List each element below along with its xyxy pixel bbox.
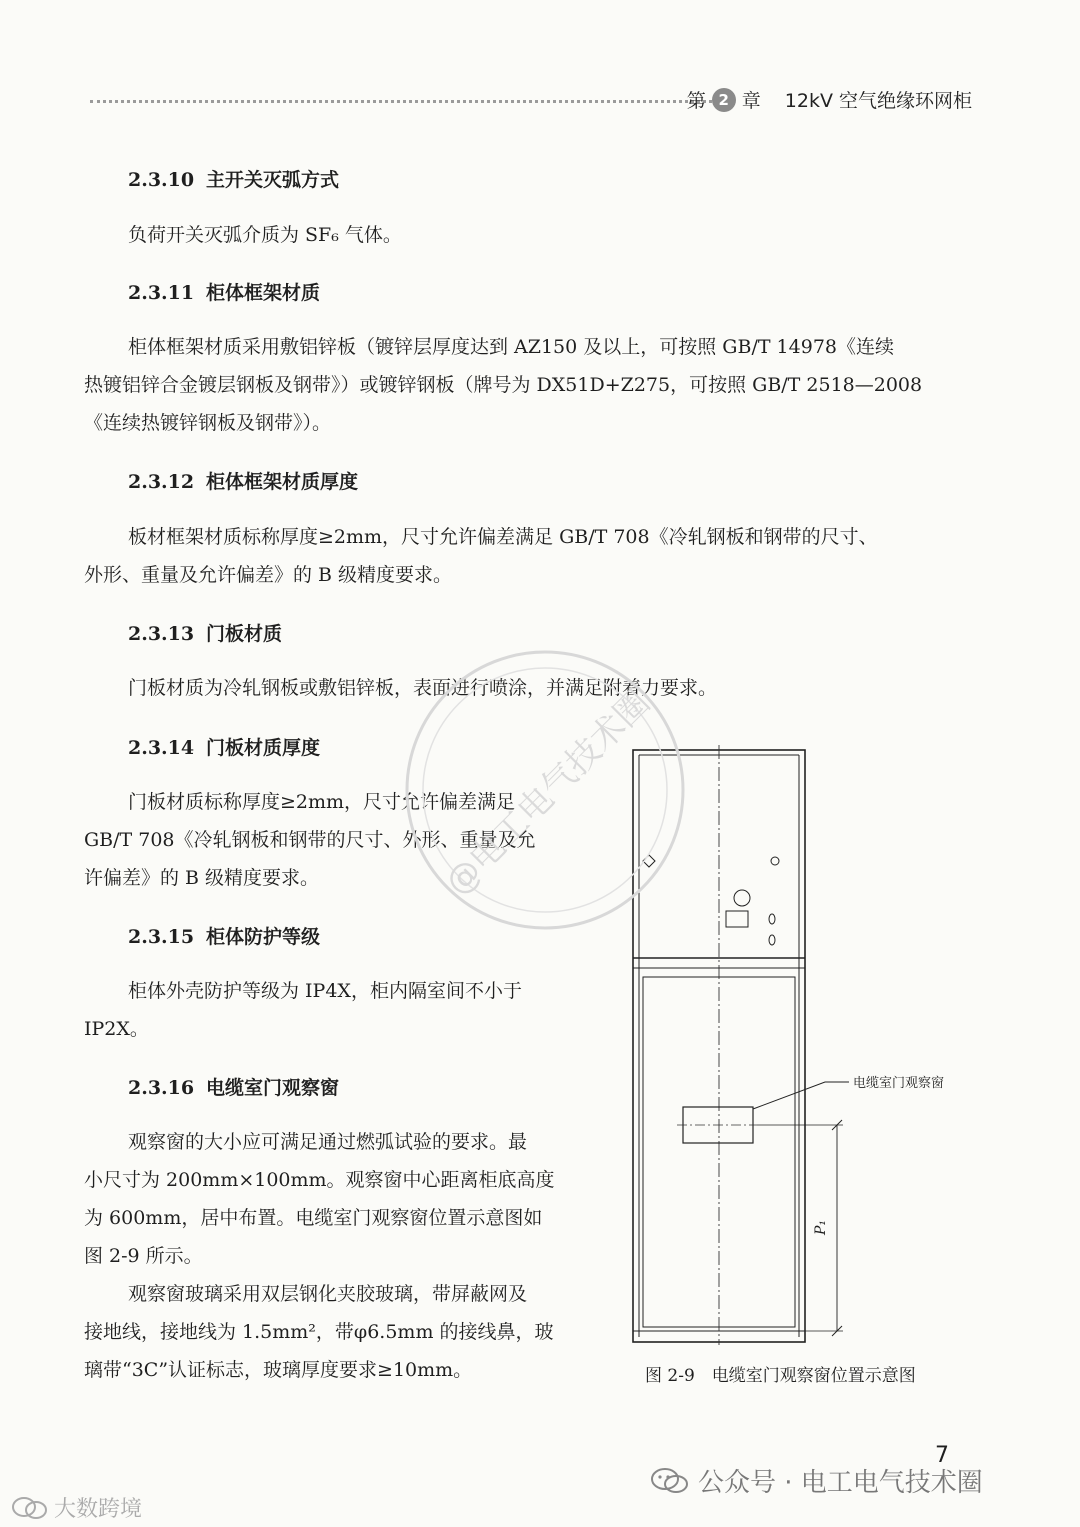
section-2-3-10-line-1: 负荷开关灭弧介质为 SF₆ 气体。 <box>128 224 402 246</box>
operating-hole-icon <box>734 890 750 906</box>
indicator-lamp-icon <box>771 857 779 865</box>
section-heading-2-3-10: 2.3.10 主开关灭弧方式 <box>128 169 340 191</box>
header-dotted-rule <box>90 100 712 103</box>
section-2-3-11-line-2: 热镀铝锌合金镀层钢板及钢带》）或镀锌钢板（牌号为 DX51D+Z275，可按照 GB/T 2518—2008 <box>84 374 923 396</box>
chapter-suffix: 章 <box>741 90 761 112</box>
section-2-3-13-line-1: 门板材质为冷轧钢板或敷铝锌板，表面进行喷涂，并满足附着力要求。 <box>128 677 718 699</box>
stamp-text: @电工电气技术圈 <box>437 682 659 904</box>
section-2-3-14-line-2: GB/T 708《冷轧钢板和钢带的尺寸、外形、重量及允 <box>84 829 536 851</box>
chat-bubble-icon <box>10 1495 50 1521</box>
section-2-3-16-line-3: 为 600mm，居中布置。电缆室门观察窗位置示意图如 <box>84 1207 543 1229</box>
section-2-3-16-line-6: 接地线，接地线为 1.5mm²，带φ6.5mm 的接线鼻，玻 <box>84 1321 554 1343</box>
page-number: 7 <box>935 1443 949 1468</box>
knob-upper-icon <box>769 914 775 924</box>
footer-watermark <box>650 1462 983 1499</box>
section-heading-2-3-16: 2.3.16 电缆室门观察窗 <box>128 1077 340 1099</box>
figure-caption: 图 2-9 电缆室门观察窗位置示意图 <box>645 1366 916 1386</box>
section-2-3-14-line-1: 门板材质标称厚度≥2mm，尺寸允许偏差满足 <box>128 791 516 813</box>
chapter-title: 12kV 空气绝缘环网柜 <box>784 90 972 112</box>
section-heading-2-3-12: 2.3.12 柜体框架材质厚度 <box>128 471 359 493</box>
section-2-3-11-line-3: 《连续热镀锌钢板及钢带》）。 <box>84 412 332 434</box>
corner-watermark-text: 大数跨境 <box>54 1497 143 1522</box>
section-2-3-16-line-1: 观察窗的大小应可满足通过燃弧试验的要求。最 <box>128 1131 528 1153</box>
section-heading-2-3-11: 2.3.11 柜体框架材质 <box>128 282 321 304</box>
section-2-3-15-line-2: IP2X。 <box>84 1018 149 1040</box>
corner-watermark <box>10 1492 142 1523</box>
chapter-number-badge: 2 <box>712 88 736 112</box>
section-2-3-14-line-3: 许偏差》的 B 级精度要求。 <box>84 867 320 889</box>
section-2-3-16-line-7: 璃带“3C”认证标志，玻璃厚度要求≥10mm。 <box>84 1359 473 1381</box>
callout-leader-line <box>753 1082 849 1109</box>
wechat-icon <box>650 1466 690 1496</box>
operating-panel-rect <box>726 911 748 927</box>
running-head <box>687 86 972 113</box>
page-header <box>90 86 990 118</box>
section-2-3-12-line-2: 外形、重量及允许偏差》的 B 级精度要求。 <box>84 564 453 586</box>
section-2-3-11-line-1: 柜体框架材质采用敷铝锌板（镀锌层厚度达到 AZ150 及以上，可按照 GB/T 14978《连续 <box>128 336 895 358</box>
dimension-label: P₁ <box>813 1219 829 1235</box>
section-2-3-16-line-5: 观察窗玻璃采用双层钢化夹胶玻璃，带屏蔽网及 <box>128 1283 528 1305</box>
footer-watermark-text: 公众号 · 电工电气技术圈 <box>698 1468 983 1498</box>
section-heading-2-3-15: 2.3.15 柜体防护等级 <box>128 926 321 948</box>
section-2-3-12-line-1: 板材框架材质标称厚度≥2mm，尺寸允许偏差满足 GB/T 708《冷轧钢板和钢带的尺寸、 <box>128 526 878 548</box>
chapter-prefix: 第 <box>686 90 706 112</box>
section-2-3-15-line-1: 柜体外壳防护等级为 IP4X，柜内隔室间不小于 <box>128 980 522 1002</box>
section-2-3-16-line-2: 小尺寸为 200mm×100mm。观察窗中心距离柜底高度 <box>84 1169 555 1191</box>
section-heading-2-3-14: 2.3.14 门板材质厚度 <box>128 737 321 759</box>
knob-lower-icon <box>769 935 775 945</box>
section-heading-2-3-13: 2.3.13 门板材质 <box>128 623 283 645</box>
watermark-stamp <box>395 640 695 940</box>
section-2-3-16-line-4: 图 2-9 所示。 <box>84 1245 203 1267</box>
callout-label: 电缆室门观察窗 <box>853 1076 945 1091</box>
